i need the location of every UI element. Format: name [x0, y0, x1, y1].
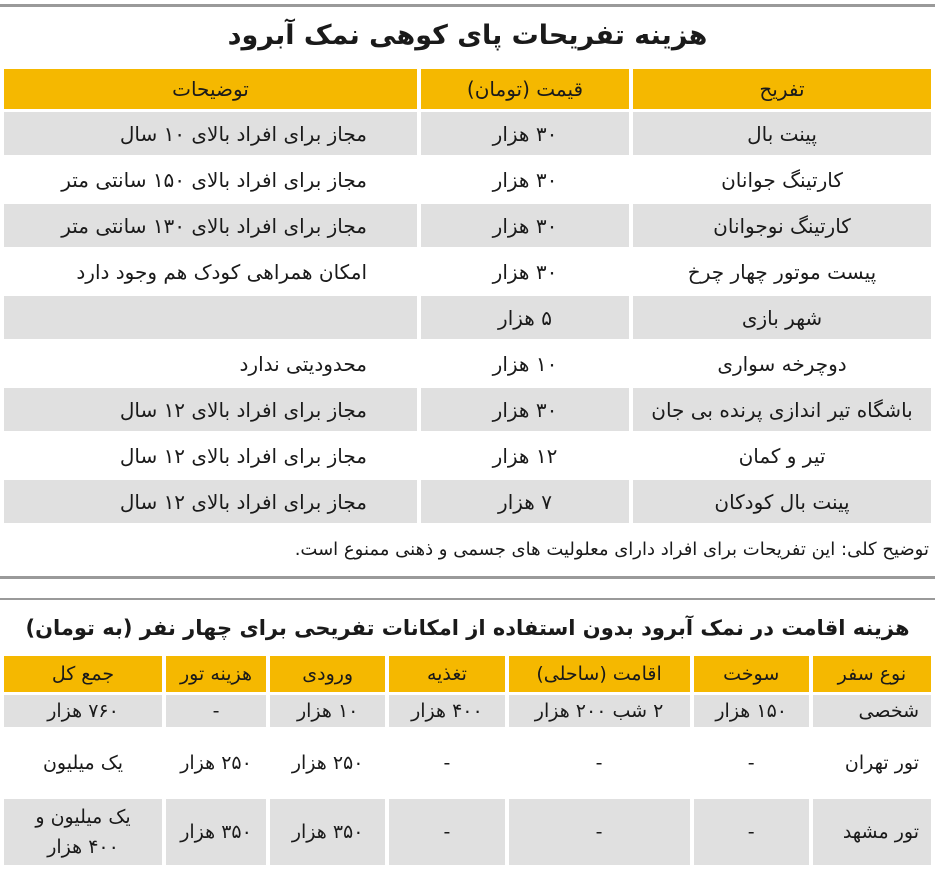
top-rule	[0, 4, 935, 7]
cell-fuel: -	[747, 752, 755, 774]
table-row	[4, 112, 931, 155]
cell-accommodation: -	[595, 752, 603, 774]
table-row	[4, 342, 931, 385]
cell-entertainment: پینت بال	[633, 112, 931, 155]
cell-description: مجاز برای افراد بالای ۱۲ سال	[4, 388, 417, 431]
table-row	[4, 695, 931, 727]
accommodation-costs-table	[0, 653, 935, 868]
cell-tour-cost: ۳۵۰ هزار	[166, 799, 266, 865]
cell-accommodation: -	[509, 799, 690, 865]
cell-entrance: ۳۵۰ هزار	[270, 799, 385, 865]
cell-tour-cost: -	[166, 695, 266, 727]
cell-food: -	[389, 799, 504, 865]
cell-description: مجاز برای افراد بالای ۱۰ سال	[4, 112, 417, 155]
header-description: توضیحات	[4, 69, 417, 109]
cell-description: امکان همراهی کودک هم وجود دارد	[76, 259, 367, 284]
table2-header-row	[4, 656, 931, 692]
header-entrance: ورودی	[270, 656, 385, 692]
table-row	[4, 204, 931, 247]
cell-description: مجاز برای افراد بالای ۱۲ سال	[119, 443, 367, 468]
header-trip-type: نوع سفر	[813, 656, 931, 692]
cell-description: مجاز برای افراد بالای ۱۵۰ سانتی متر	[61, 167, 367, 192]
table-row	[4, 730, 931, 796]
cell-description	[4, 296, 417, 339]
cell-entertainment: شهر بازی	[633, 296, 931, 339]
cell-entertainment: تیر و کمان	[738, 443, 826, 468]
table-row	[4, 388, 931, 431]
header-total: جمع کل	[4, 656, 162, 692]
cell-tour-cost: ۲۵۰ هزار	[180, 752, 252, 774]
cell-price: ۱۰ هزار	[492, 351, 558, 376]
cell-fuel: ۱۵۰ هزار	[694, 695, 809, 727]
cell-total: یک میلیون و ۴۰۰ هزار	[4, 799, 162, 865]
general-note: توضیح کلی: این تفریحات برای افراد دارای معلولیت های جسمی و ذهنی ممنوع است.	[294, 539, 929, 560]
table1-header-row	[4, 69, 931, 109]
table-row	[4, 434, 931, 477]
table-row	[4, 158, 931, 201]
header-price: قیمت (تومان)	[421, 69, 629, 109]
cell-total: ۷۶۰ هزار	[4, 695, 162, 727]
cell-description: محدودیتی ندارد	[239, 351, 367, 376]
cell-entrance: ۲۵۰ هزار	[291, 752, 364, 774]
cell-entertainment: کارتینگ جوانان	[721, 167, 843, 192]
cell-trip-type: تور مشهد	[813, 799, 931, 865]
table-row	[4, 480, 931, 523]
cell-food: -	[443, 752, 451, 774]
cell-description: مجاز برای افراد بالای ۱۲ سال	[4, 480, 417, 523]
cell-trip-type: تور تهران	[844, 752, 919, 774]
cell-price: ۳۰ هزار	[421, 204, 629, 247]
table-row	[4, 799, 931, 865]
cell-total: یک میلیون	[42, 752, 124, 774]
table1-title: هزینه تفریحات پای کوهی نمک آبرود	[227, 20, 708, 51]
header-food: تغذیه	[389, 656, 504, 692]
cell-price: ۳۰ هزار	[492, 167, 558, 192]
header-accommodation: اقامت (ساحلی)	[509, 656, 690, 692]
cell-price: ۵ هزار	[421, 296, 629, 339]
entertainment-costs-table	[0, 66, 935, 526]
cell-trip-type: شخصی	[813, 695, 931, 727]
cell-price: ۷ هزار	[421, 480, 629, 523]
table-row	[4, 296, 931, 339]
cell-price: ۳۰ هزار	[421, 112, 629, 155]
header-fuel: سوخت	[694, 656, 809, 692]
cell-entertainment: پیست موتور چهار چرخ	[687, 259, 877, 284]
cell-entertainment: باشگاه تیر اندازی پرنده بی جان	[633, 388, 931, 431]
header-entertainment: تفریح	[633, 69, 931, 109]
cell-entertainment: کارتینگ نوجوانان	[633, 204, 931, 247]
table-row	[4, 250, 931, 293]
cell-fuel: -	[694, 799, 809, 865]
table2-title: هزینه اقامت در نمک آبرود بدون استفاده از امکانات تفریحی برای چهار نفر (به تومان)	[25, 616, 910, 640]
cell-entrance: ۱۰ هزار	[270, 695, 385, 727]
cell-price: ۱۲ هزار	[492, 443, 558, 468]
header-tour-cost: هزینه تور	[166, 656, 266, 692]
cell-food: ۴۰۰ هزار	[389, 695, 504, 727]
cell-description: مجاز برای افراد بالای ۱۳۰ سانتی متر	[4, 204, 417, 247]
cell-accommodation: ۲ شب ۲۰۰ هزار	[509, 695, 690, 727]
cell-price: ۳۰ هزار	[492, 259, 558, 284]
section-divider	[0, 576, 935, 579]
cell-price: ۳۰ هزار	[421, 388, 629, 431]
cell-entertainment: پینت بال کودکان	[633, 480, 931, 523]
section-divider-thin	[0, 598, 935, 600]
cell-entertainment: دوچرخه سواری	[717, 351, 847, 376]
